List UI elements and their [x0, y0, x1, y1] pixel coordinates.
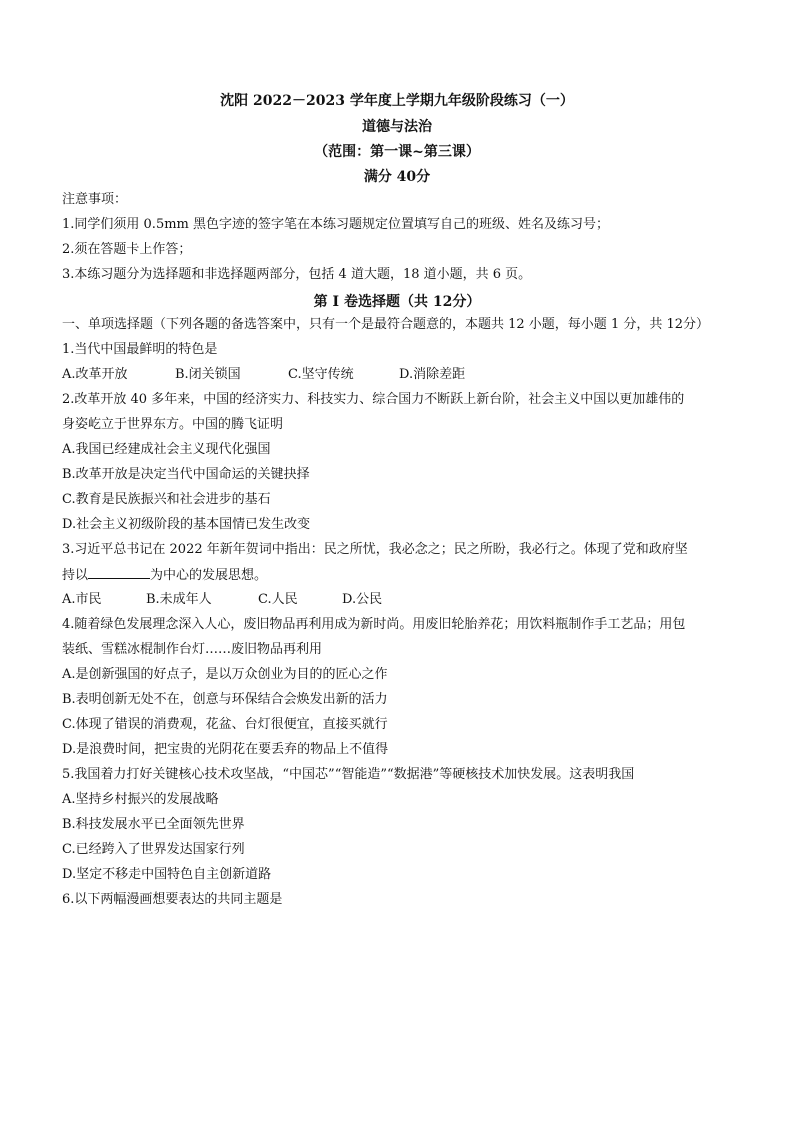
- question-1-stem: 1.当代中国最鲜明的特色是: [62, 342, 218, 357]
- question-2-stem-line1: 2.改革开放 40 多年来，中国的经济实力、科技实力、综合国力不断跃上新台阶，社会主义中国以更加雄伟的: [62, 392, 685, 407]
- question-3-option-b: B.未成年人: [146, 592, 212, 607]
- question-6-stem: 6.以下两幅漫画想要表达的共同主题是: [62, 892, 283, 907]
- question-1-option-a: A.改革开放: [62, 367, 128, 382]
- question-2-option-d: D.社会主义初级阶段的基本国情已发生改变: [62, 517, 311, 532]
- question-3-blank: [88, 566, 150, 579]
- question-4-stem-line2: 装纸、雪糕冰棍制作台灯……废旧物品再利用: [62, 642, 323, 657]
- question-3-option-d: D.公民: [342, 592, 383, 607]
- notice-item-2: 2.须在答题卡上作答；: [62, 242, 192, 257]
- question-4-stem-line1: 4.随着绿色发展理念深入人心，废旧物品再利用成为新时尚。用废旧轮胎养花；用饮料瓶制作手工艺品；用包: [62, 617, 686, 632]
- question-2-option-a: A.我国已经建成社会主义现代化强国: [62, 442, 271, 457]
- question-2-stem-line2: 身姿屹立于世界东方。中国的腾飞证明: [62, 417, 284, 432]
- question-5-option-b: B.科技发展水平已全面领先世界: [62, 817, 245, 832]
- question-3-stem-suffix: 为中心的发展思想。: [150, 568, 268, 583]
- question-3-stem-line2: [62, 566, 267, 585]
- question-5-stem: 5.我国着力打好关键核心技术攻坚战，“中国芯”“智能造”“数据港”等硬核技术加快发展。这表明我国: [62, 767, 635, 782]
- question-5-option-a: A.坚持乡村振兴的发展战略: [62, 792, 219, 807]
- question-4-option-d: D.是浪费时间，把宝贵的光阴花在要丢弃的物品上不值得: [62, 742, 389, 757]
- question-1-option-d: D.消除差距: [399, 367, 466, 382]
- question-2-option-c: C.教育是民族振兴和社会进步的基石: [62, 492, 271, 507]
- question-3-option-a: A.市民: [62, 592, 102, 607]
- exam-title: 沈阳 2022－2023 学年度上学期九年级阶段练习（一）: [220, 93, 574, 109]
- question-1-option-b: B.闭关锁国: [175, 367, 241, 382]
- question-3-options: [62, 591, 382, 609]
- notice-item-1: 1.同学们须用 0.5mm 黑色字迹的签字笔在本练习题规定位置填写自己的班级、姓名及练习号；: [62, 217, 609, 232]
- scope-text: （范围：第一课~第三课）: [314, 144, 480, 160]
- question-1-options: [62, 366, 465, 384]
- subject-title: 道德与法治: [362, 119, 432, 135]
- question-3-stem-prefix: 持以: [62, 568, 89, 583]
- question-4-option-c: C.体现了错误的消费观，花盆、台灯很便宜，直接买就行: [62, 717, 388, 732]
- question-5-option-c: C.已经跨入了世界发达国家行列: [62, 842, 245, 857]
- section-instruction: 一、单项选择题（下列各题的备选答案中，只有一个是最符合题意的，本题共 12 小题，每小题 1 分，共 12分）: [62, 317, 710, 332]
- question-3-option-c: C.人民: [258, 592, 298, 607]
- question-3-stem-line1: 3.习近平总书记在 2022 年新年贺词中指出：民之所忧，我必念之；民之所盼，我必行之。体现了党和政府坚: [62, 542, 688, 557]
- section-title: 第 I 卷选择题（共 12分）: [313, 294, 481, 310]
- question-4-option-a: A.是创新强国的好点子，是以万众创业为目的的匠心之作: [62, 667, 388, 682]
- notice-heading: 注意事项：: [62, 192, 128, 207]
- question-1-option-c: C.坚守传统: [288, 367, 354, 382]
- question-2-option-b: B.改革开放是决定当代中国命运的关键抉择: [62, 467, 310, 482]
- question-5-option-d: D.坚定不移走中国特色自主创新道路: [62, 867, 272, 882]
- question-4-option-b: B.表明创新无处不在，创意与环保结合会焕发出新的活力: [62, 692, 388, 707]
- full-score: 满分 40分: [363, 169, 431, 185]
- notice-item-3: 3.本练习题分为选择题和非选择题两部分，包括 4 道大题，18 道小题，共 6 页。: [62, 267, 532, 282]
